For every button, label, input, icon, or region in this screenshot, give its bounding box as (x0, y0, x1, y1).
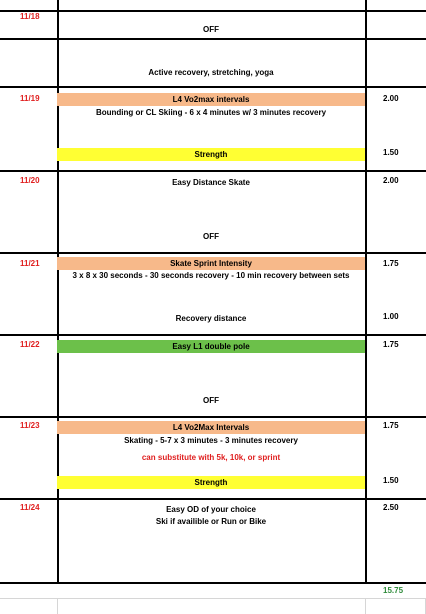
activity-cell[interactable] (57, 530, 367, 556)
activity-line: OFF (203, 25, 219, 34)
schedule-row (0, 88, 426, 122)
date-cell[interactable] (0, 122, 59, 146)
activity-line-highlighted: Strength (57, 476, 365, 489)
activity-line: Easy Distance Skate (172, 178, 250, 187)
date-label: 11/19 (20, 94, 40, 103)
schedule-row (0, 284, 426, 308)
date-cell[interactable] (0, 308, 59, 334)
hours-cell[interactable] (365, 226, 426, 252)
date-cell[interactable] (0, 38, 59, 62)
schedule-row (0, 22, 426, 38)
date-cell[interactable] (0, 198, 59, 226)
schedule-row (0, 472, 426, 498)
activity-line: Active recovery, stretching, yoga (148, 68, 274, 77)
date-cell[interactable] (0, 362, 59, 390)
hours-cell[interactable] (365, 38, 426, 62)
hours-cell[interactable] (365, 472, 426, 498)
hours-value: 2.00 (383, 176, 399, 185)
activity-cell[interactable] (57, 308, 367, 334)
activity-line-highlighted: Skate Sprint Intensity (57, 257, 365, 270)
schedule-row (0, 172, 426, 198)
activity-line: Recovery distance (175, 314, 247, 323)
date-cell[interactable] (0, 556, 59, 582)
date-cell[interactable] (0, 62, 59, 86)
activity-cell[interactable] (57, 556, 367, 582)
activity-line-highlighted: Strength (57, 148, 365, 161)
date-label: 11/23 (20, 421, 40, 430)
schedule-row (0, 146, 426, 170)
activity-cell[interactable] (57, 226, 367, 252)
hours-cell[interactable] (365, 362, 426, 390)
hours-cell[interactable] (365, 418, 426, 472)
activity-line: OFF (203, 396, 219, 405)
activity-cell[interactable] (57, 418, 367, 472)
row-divider (0, 10, 426, 12)
date-cell[interactable] (0, 418, 59, 472)
activity-cell[interactable] (57, 254, 367, 284)
activity-cell[interactable] (57, 472, 367, 498)
hours-cell[interactable] (365, 122, 426, 146)
schedule-row (0, 390, 426, 416)
activity-cell[interactable] (57, 88, 367, 122)
schedule-row (0, 254, 426, 284)
hours-cell[interactable] (365, 336, 426, 362)
date-label: 11/18 (20, 12, 40, 21)
date-cell[interactable] (0, 172, 59, 198)
schedule-row (0, 530, 426, 556)
hours-cell[interactable] (365, 390, 426, 416)
hours-cell[interactable] (365, 556, 426, 582)
activity-cell[interactable] (57, 198, 367, 226)
activity-line: Bounding or CL Skiing - 6 x 4 minutes w/ 3 minutes recovery (95, 108, 327, 117)
schedule-row (0, 38, 426, 62)
schedule-row (0, 62, 426, 86)
date-cell[interactable] (0, 254, 59, 284)
activity-cell[interactable] (57, 284, 367, 308)
schedule-row (0, 198, 426, 226)
activity-line: OFF (203, 232, 219, 241)
activity-cell[interactable] (57, 122, 367, 146)
hours-cell[interactable] (365, 284, 426, 308)
date-label: 11/22 (20, 340, 40, 349)
date-cell[interactable] (0, 472, 59, 498)
schedule-row (0, 122, 426, 146)
hours-cell[interactable] (365, 500, 426, 530)
activity-note: can substitute with 5k, 10k, or sprint (141, 453, 281, 462)
activity-line: Ski if availible or Run or Bike (155, 517, 267, 526)
date-cell[interactable] (0, 226, 59, 252)
activity-cell[interactable] (57, 38, 367, 62)
empty-cell[interactable] (365, 598, 426, 614)
hours-value: 1.00 (383, 312, 399, 321)
schedule-row (0, 362, 426, 390)
total-hours: 15.75 (383, 586, 404, 595)
schedule-row (0, 500, 426, 530)
activity-line-highlighted: L4 Vo2Max Intervals (57, 421, 365, 434)
hours-cell[interactable] (365, 198, 426, 226)
activity-cell[interactable] (57, 390, 367, 416)
schedule-row (0, 556, 426, 582)
activity-line: 3 x 8 x 30 seconds - 30 seconds recovery - 10 min recovery between sets (72, 271, 350, 280)
hours-value: 2.00 (383, 94, 399, 103)
schedule-row (0, 308, 426, 334)
activity-cell[interactable] (57, 62, 367, 86)
hours-value: 1.75 (383, 421, 399, 430)
empty-cell[interactable] (57, 598, 366, 614)
hours-cell[interactable] (365, 62, 426, 86)
activity-cell[interactable] (57, 146, 367, 170)
date-label: 11/21 (20, 259, 40, 268)
hours-cell[interactable] (365, 308, 426, 334)
activity-line-highlighted: Easy L1 double pole (57, 340, 365, 353)
date-cell[interactable] (0, 88, 59, 122)
date-cell[interactable] (0, 336, 59, 362)
date-cell[interactable] (0, 390, 59, 416)
date-label: 11/20 (20, 176, 40, 185)
hours-value: 2.50 (383, 503, 399, 512)
date-cell[interactable] (0, 500, 59, 530)
empty-cell[interactable] (0, 598, 58, 614)
total-row (0, 584, 426, 598)
hours-cell[interactable] (365, 88, 426, 122)
hours-value: 1.75 (383, 340, 399, 349)
hours-cell[interactable] (365, 172, 426, 198)
activity-cell[interactable] (57, 362, 367, 390)
date-cell[interactable] (0, 146, 59, 170)
date-label: 11/24 (20, 503, 40, 512)
activity-cell[interactable] (57, 172, 367, 198)
total-cell[interactable] (365, 584, 426, 598)
empty-grid-row (0, 598, 426, 613)
activity-cell[interactable] (57, 500, 367, 530)
hours-cell[interactable] (365, 146, 426, 170)
activity-cell[interactable] (57, 22, 367, 38)
hours-value: 1.50 (383, 476, 399, 485)
activity-line: Skating - 5-7 x 3 minutes - 3 minutes recovery (124, 436, 298, 445)
hours-value: 1.75 (383, 259, 399, 268)
activity-line-highlighted: L4 Vo2max intervals (57, 93, 365, 106)
date-cell[interactable] (0, 284, 59, 308)
schedule-row (0, 226, 426, 252)
hours-value: 1.50 (383, 148, 399, 157)
date-cell[interactable] (0, 530, 59, 556)
schedule-row (0, 336, 426, 362)
activity-line: Easy OD of your choice (166, 505, 256, 514)
activity-cell[interactable] (57, 336, 367, 362)
hours-cell[interactable] (365, 254, 426, 284)
hours-cell[interactable] (365, 530, 426, 556)
schedule-row (0, 418, 426, 472)
